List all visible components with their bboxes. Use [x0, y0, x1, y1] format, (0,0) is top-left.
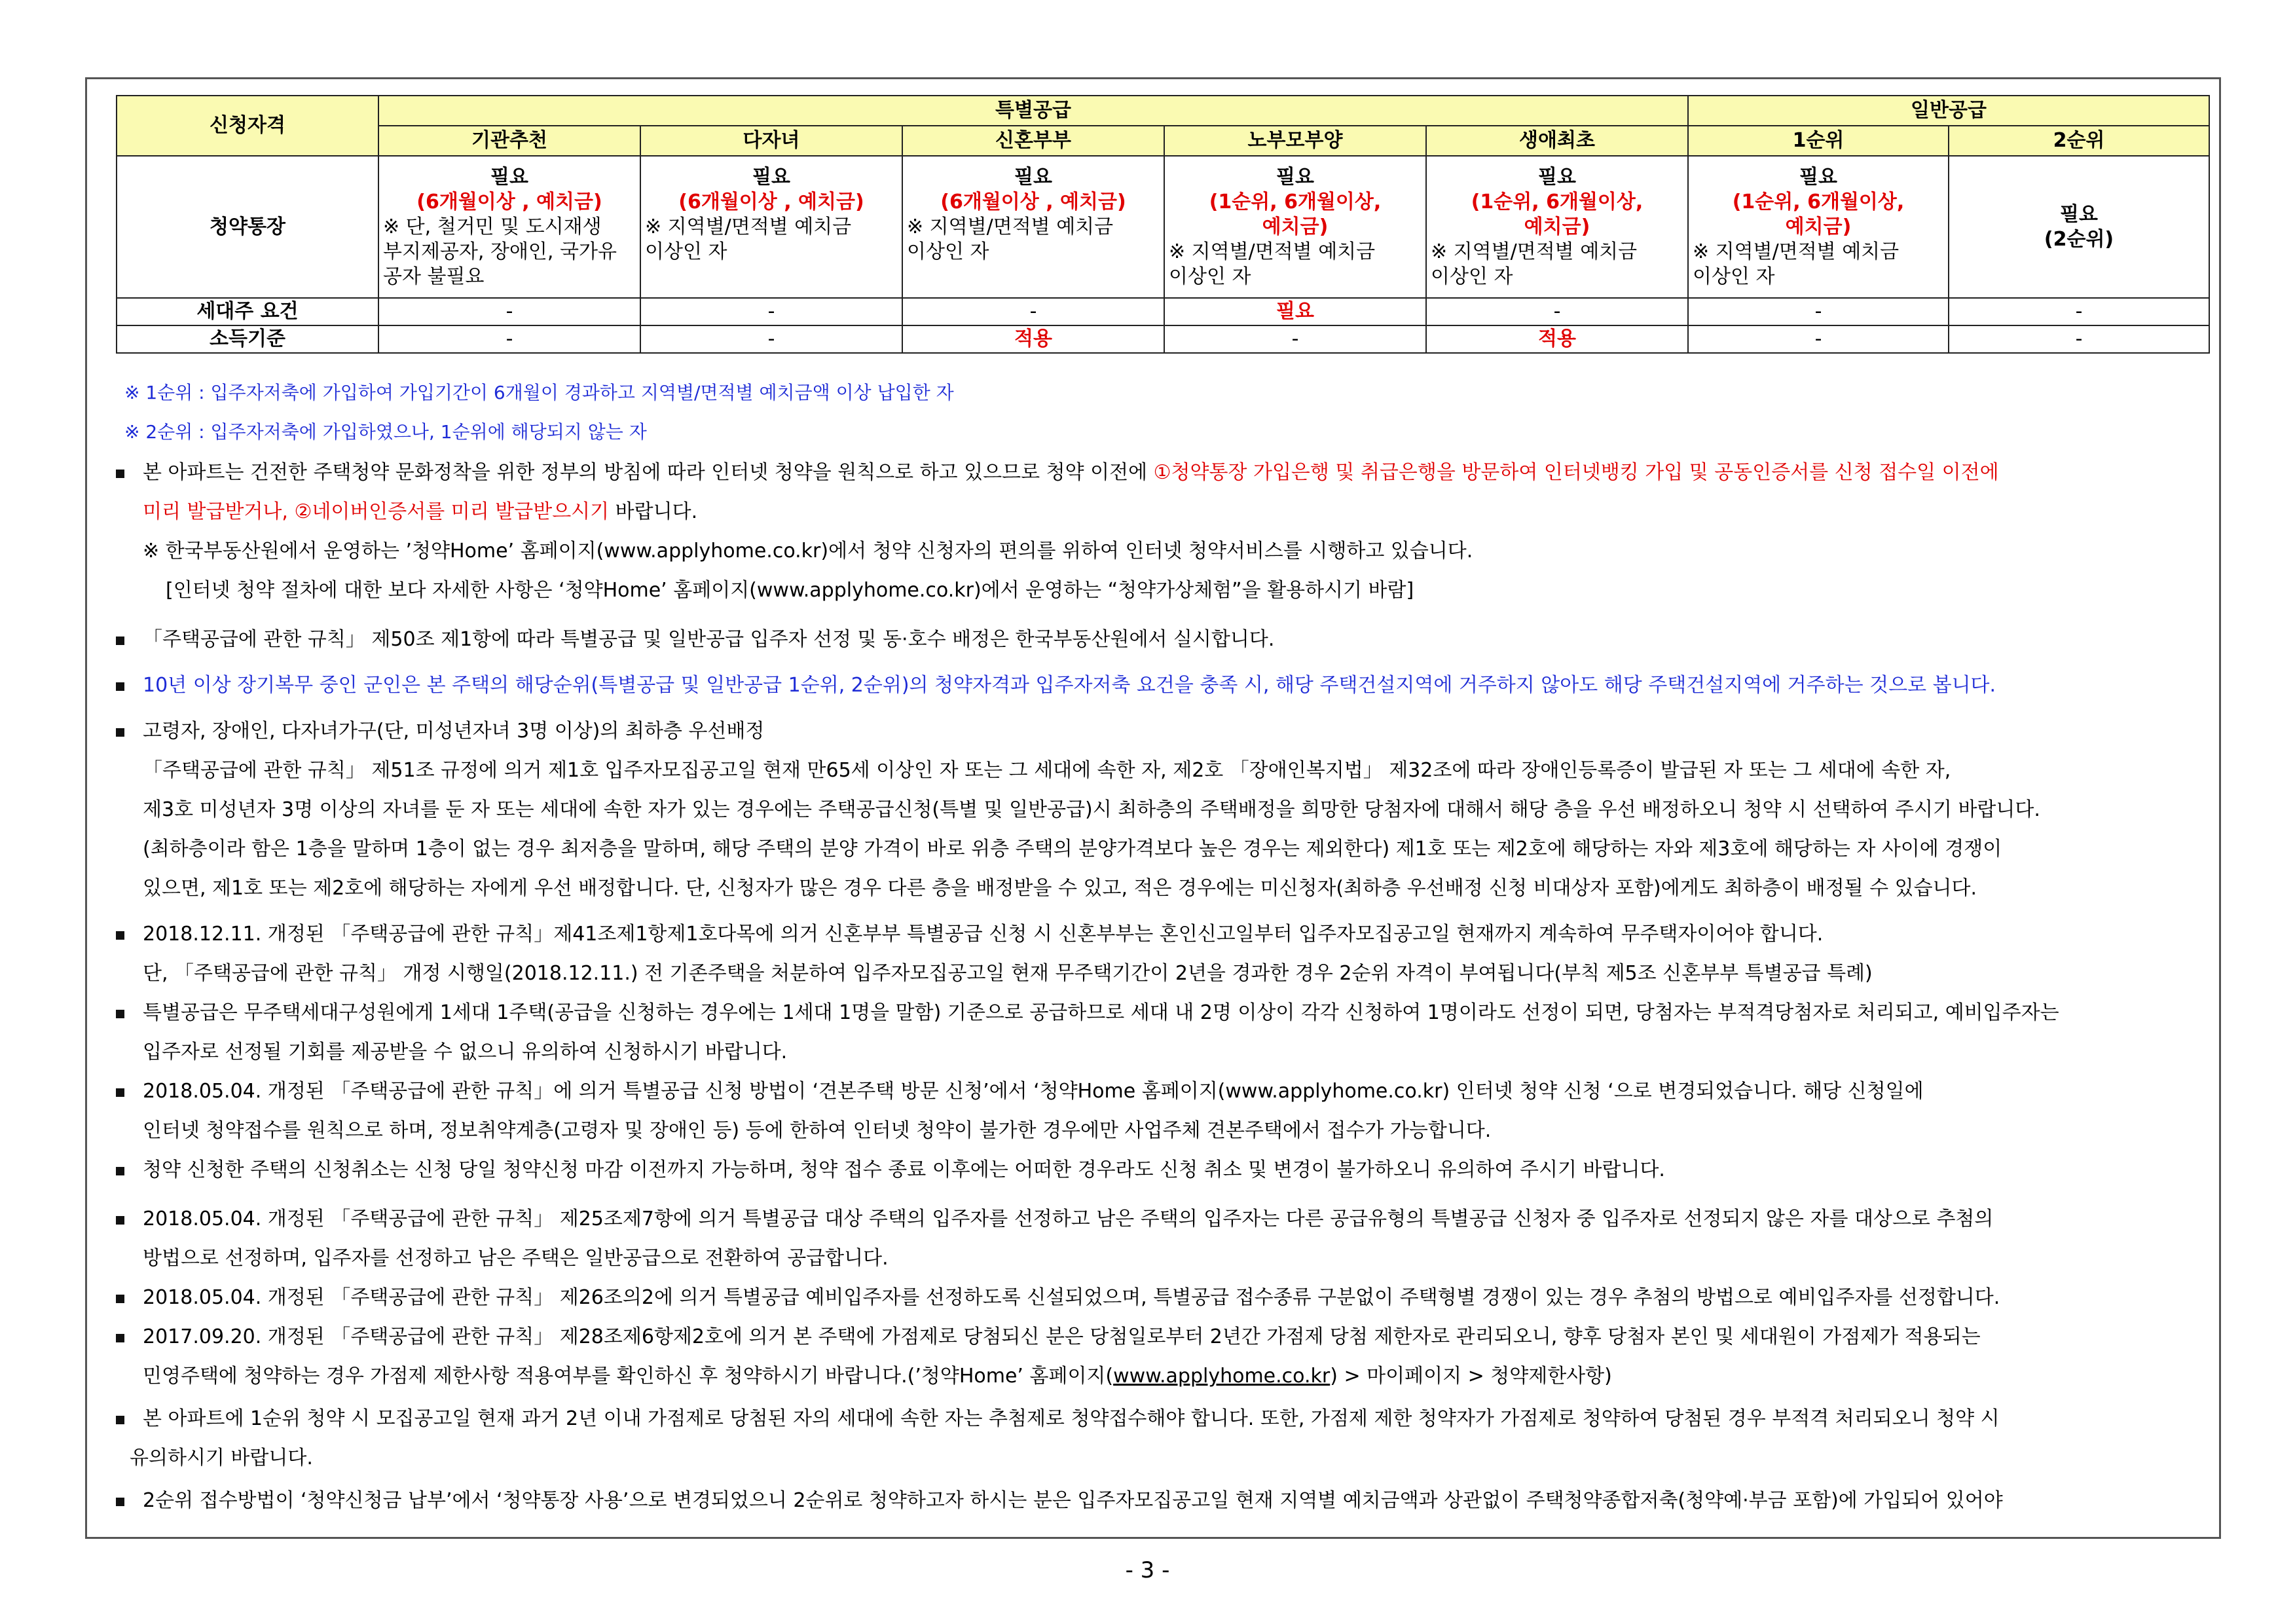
note-apply-method-cont: 인터넷 청약접수를 원칙으로 하며, 정보취약계층(고령자 및 장애인 등) 등에 한하여 인터넷 청약이 불가한 경우에만 사업주체 견본주택에서 접수가 가능합니다.: [143, 1119, 1492, 1142]
note-rank2-method: 2순위 접수방법이 ‘청약신청금 납부’에서 ‘청약통장 사용’으로 변경되었으니 2순위로 청약하고자 하시는 분은 입주자모집공고일 현재 지역별 예치금액과 상관없이 주택청약종합저축(청약예·부금 포함)에 가입되어 있어야: [143, 1489, 2003, 1512]
note-special-supply-cont: 입주자로 선정될 기회를 제공받을 수 없으니 유의하여 신청하시기 바랍니다.: [143, 1041, 788, 1063]
account-title: 필요: [1014, 165, 1052, 189]
subheader-institution: 기관추천: [378, 126, 640, 156]
note-lowest-floor-title: 고령자, 장애인, 다자녀가구(단, 미성년자녀 3명 이상)의 최하층 우선배정: [143, 720, 765, 743]
note-rule25: 2018.05.04. 개정된 「주택공급에 관한 규칙」 제25조제7항에 의거 특별공급 대상 주택의 입주자를 선정하고 남은 주택의 입주자는 다른 공급유형의 특별공급 신청자 중 입주자로 선정되지 않은 자를 대상으로 추첨의: [143, 1208, 1994, 1230]
bullet-icon: [116, 1295, 124, 1303]
account-title: 필요: [1276, 165, 1314, 189]
account-note: 이상인 자: [1169, 265, 1251, 288]
bullet-icon: [116, 1334, 124, 1342]
row-label-householder: 세대주 요건: [117, 298, 378, 325]
account-note: ※ 지역별/면적별 예치금: [1431, 240, 1638, 263]
note-rank1-points-cont: 유의하시기 바랍니다.: [130, 1447, 313, 1469]
note-rule28-cont: [143, 1363, 1612, 1390]
account-title: 필요: [752, 165, 790, 189]
rank2-note: ※ 2순위 : 입주자저축에 가입하였으나, 1순위에 해당되지 않는 자: [124, 421, 647, 443]
account-note: 부지제공자, 장애인, 국가유: [383, 240, 617, 263]
account-title: 필요: [490, 165, 528, 189]
note-text: ) > 마이페이지 > 청약제한사항): [1330, 1365, 1612, 1388]
bullet-icon: [116, 1010, 124, 1018]
subheader-rank1: 1순위: [1688, 126, 1949, 156]
note-applyhome: ※ 한국부동산원에서 운영하는 ’청약Home’ 홈페이지(www.applyhome.co.kr)에서 청약 신청자의 편의를 위하여 인터넷 청약서비스를 시행하고 있습니다.: [143, 540, 1473, 563]
householder-cell: -: [1949, 298, 2209, 325]
note-highlight: 미리 발급받거나, ②네이버인증서를 미리 발급받으시기: [143, 500, 610, 523]
rank1-note: ※ 1순위 : 입주자저축에 가입하여 가입기간이 6개월이 경과하고 지역별/면적별 예치금액 이상 납입한 자: [124, 382, 954, 403]
note-highlight: ①청약통장 가입은행 및 취급은행을 방문하여 인터넷뱅킹 가입 및 공동인증서를 신청 접수일 이전에: [1153, 461, 1999, 484]
account-condition: (6개월이상 , 예치금): [940, 190, 1126, 213]
account-condition: (1순위, 6개월이상, 예치금): [1732, 190, 1905, 238]
note-rule28: 2017.09.20. 개정된 「주택공급에 관한 규칙」 제28조제6항제2호에 의거 본 주택에 가점제로 당첨되신 분은 당첨일로부터 2년간 가점제 당첨 제한자로 관리되오니, 향후 당첨자 본인 및 세대원이 가점제가 적용되는: [143, 1325, 1981, 1348]
householder-cell: -: [640, 298, 902, 325]
header-qualification: 신청자격: [117, 96, 378, 156]
account-title: 필요: [2060, 202, 2098, 226]
note-text: 민영주택에 청약하는 경우 가점제 제한사항 적용여부를 확인하신 후 청약하시기 바랍니다.(’청약Home’ 홈페이지(: [143, 1365, 1114, 1388]
income-cell: 적용: [1426, 325, 1688, 353]
note-applyhome-guide: [인터넷 청약 절차에 대한 보다 자세한 사항은 ‘청약Home’ 홈페이지(www.applyhome.co.kr)에서 운영하는 “청약가상체험”을 활용하시기 바람]: [166, 579, 1414, 602]
note-rule26: 2018.05.04. 개정된 「주택공급에 관한 규칙」 제26조의2에 의거 특별공급 예비입주자를 선정하도록 신설되었으며, 특별공급 접수종류 구분없이 주택형별 경쟁이 있는 경우 추첨의 방법으로 예비입주자를 선정합니다.: [143, 1286, 2000, 1309]
note-text: 본 아파트는 건전한 주택청약 문화정착을 위한 정부의 방침에 따라 인터넷 청약을 원칙으로 하고 있으므로 청약 이전에: [143, 461, 1154, 484]
bullet-icon: [116, 1088, 124, 1097]
account-note: (2순위): [2044, 227, 2114, 251]
householder-cell: -: [1426, 298, 1688, 325]
bullet-icon: [116, 637, 124, 645]
income-cell: -: [1164, 325, 1426, 353]
subheader-newlywed: 신혼부부: [902, 126, 1164, 156]
householder-cell: -: [1688, 298, 1949, 325]
bullet-icon: [116, 1216, 124, 1225]
account-note: ※ 지역별/면적별 예치금: [1693, 240, 1900, 263]
subheader-elderly-parent: 노부모부양: [1164, 126, 1426, 156]
account-note: 이상인 자: [645, 240, 727, 263]
account-title: 필요: [1538, 165, 1576, 189]
note-military: 10년 이상 장기복무 중인 군인은 본 주택의 해당순위(특별공급 및 일반공급 1순위, 2순위)의 청약자격과 입주자저축 요건을 충족 시, 해당 주택건설지역에 거주하지 않아도 해당 주택건설지역에 거주하는 것으로 봅니다.: [143, 674, 1996, 697]
account-title: 필요: [1799, 165, 1837, 189]
row-label-account: 청약통장: [117, 156, 378, 298]
householder-cell: -: [378, 298, 640, 325]
note-newlywed-cont: 단, 「주택공급에 관한 규칙」 개정 시행일(2018.12.11.) 전 기존주택을 처분하여 입주자모집공고일 현재 무주택기간이 2년을 경과한 경우 2순위 자격이 부여됩니다(부칙 제5조 신혼부부 특별공급 특례): [143, 962, 1873, 985]
note-lowest-floor: 제3호 미성년자 3명 이상의 자녀를 둔 자 또는 세대에 속한 자가 있는 경우에는 주택공급신청(특별 및 일반공급)시 최하층의 주택배정을 희망한 당첨자에 대해서 해당 층을 우선 배정하오니 청약 시 선택하여 주시기 바랍니다.: [143, 798, 2040, 821]
account-condition: (6개월이상 , 예치금): [416, 190, 602, 213]
bullet-icon: [116, 728, 124, 737]
income-cell: -: [1949, 325, 2209, 353]
note-special-supply: 특별공급은 무주택세대구성원에게 1세대 1주택(공급을 신청하는 경우에는 1세대 1명을 말함) 기준으로 공급하므로 세대 내 2명 이상이 각각 신청하여 1명이라도 선정이 되면, 당첨자는 부적격당첨자로 처리되고, 예비입주자는: [143, 1001, 2059, 1024]
account-condition: (1순위, 6개월이상, 예치금): [1209, 190, 1382, 238]
account-note: 이상인 자: [907, 240, 989, 263]
account-note: ※ 단, 철거민 및 도시재생: [383, 215, 602, 238]
bullet-icon: [116, 470, 124, 478]
note-rule50: 「주택공급에 관한 규칙」 제50조 제1항에 따라 특별공급 및 일반공급 입주자 선정 및 동·호수 배정은 한국부동산원에서 실시합니다.: [143, 628, 1275, 651]
bullet-icon: [116, 1167, 124, 1175]
header-special-supply: 특별공급: [378, 96, 1688, 126]
header-general-supply: 일반공급: [1688, 96, 2209, 126]
note-lowest-floor: 있으면, 제1호 또는 제2호에 해당하는 자에게 우선 배정합니다. 단, 신청자가 많은 경우 다른 층을 배정받을 수 있고, 적은 경우에는 미신청자(최하층 우선배정 신청 비대상자 포함)에게도 최하층이 배정될 수 있습니다.: [143, 877, 1977, 900]
account-condition: (6개월이상 , 예치금): [678, 190, 864, 213]
account-note: 이상인 자: [1693, 265, 1775, 288]
bullet-icon: [116, 1416, 124, 1424]
note-text: 바랍니다.: [609, 500, 698, 523]
income-cell: -: [1688, 325, 1949, 353]
account-note: ※ 지역별/면적별 예치금: [907, 215, 1114, 238]
account-note: 공자 불필요: [383, 265, 485, 288]
note-newlywed: 2018.12.11. 개정된 「주택공급에 관한 규칙」제41조제1항제1호다목에 의거 신혼부부 특별공급 신청 시 신혼부부는 혼인신고일부터 입주자모집공고일 현재까지 계속하여 무주택자이어야 합니다.: [143, 923, 1824, 946]
account-note: ※ 지역별/면적별 예치금: [645, 215, 852, 238]
bullet-icon: [116, 682, 124, 691]
account-condition: (1순위, 6개월이상, 예치금): [1471, 190, 1643, 238]
note-rank1-points: 본 아파트에 1순위 청약 시 모집공고일 현재 과거 2년 이내 가점제로 당첨된 자의 세대에 속한 자는 추첨제로 청약접수해야 합니다. 또한, 가점제 제한 청약자가 가점제로 청약하여 당첨된 경우 부적격 처리되오니 청약 시: [143, 1407, 2000, 1430]
note-apply-method: 2018.05.04. 개정된 「주택공급에 관한 규칙」에 의거 특별공급 신청 방법이 ‘견본주택 방문 신청’에서 ‘청약Home 홈페이지(www.applyhome.co.kr) 인터넷 청약 신청 ‘으로 변경되었습니다. 해당 신청일에: [143, 1080, 1924, 1103]
income-cell: -: [640, 325, 902, 353]
applyhome-link[interactable]: www.applyhome.co.kr: [1113, 1365, 1331, 1388]
page-number: - 3 -: [1125, 1557, 1170, 1583]
account-note: 이상인 자: [1431, 265, 1513, 288]
subheader-rank2: 2순위: [1949, 126, 2209, 156]
account-note: ※ 지역별/면적별 예치금: [1169, 240, 1376, 263]
bullet-icon: [116, 1498, 124, 1506]
note-internet-apply-cont: [143, 499, 697, 525]
note-cancel: 청약 신청한 주택의 신청취소는 신청 당일 청약신청 마감 이전까지 가능하며, 청약 접수 종료 이후에는 어떠한 경우라도 신청 취소 및 변경이 불가하오니 유의하여 주시기 바랍니다.: [143, 1158, 1665, 1181]
row-label-income: 소득기준: [117, 325, 378, 353]
householder-cell: -: [902, 298, 1164, 325]
note-lowest-floor: (최하층이라 함은 1층을 말하며 1층이 없는 경우 최저층을 말하며, 해당 주택의 분양 가격이 바로 위층 주택의 분양가격보다 높은 경우는 제외한다) 제1호 또는 제2호에 해당하는 자와 제3호에 해당하는 자 사이에 경쟁이: [143, 838, 2002, 860]
note-rule25-cont: 방법으로 선정하며, 입주자를 선정하고 남은 주택은 일반공급으로 전환하여 공급합니다.: [143, 1247, 889, 1270]
subheader-first-home: 생애최초: [1426, 126, 1688, 156]
note-lowest-floor: 「주택공급에 관한 규칙」 제51조 규정에 의거 제1호 입주자모집공고일 현재 만65세 이상인 자 또는 그 세대에 속한 자, 제2호 「장애인복지법」 제32조에 따라 장애인등록증이 발급된 자 또는 그 세대에 속한 자,: [143, 759, 1951, 782]
note-internet-apply: [143, 460, 1999, 486]
householder-cell: 필요: [1164, 298, 1426, 325]
income-cell: 적용: [902, 325, 1164, 353]
income-cell: -: [378, 325, 640, 353]
subheader-multichild: 다자녀: [640, 126, 902, 156]
bullet-icon: [116, 931, 124, 940]
